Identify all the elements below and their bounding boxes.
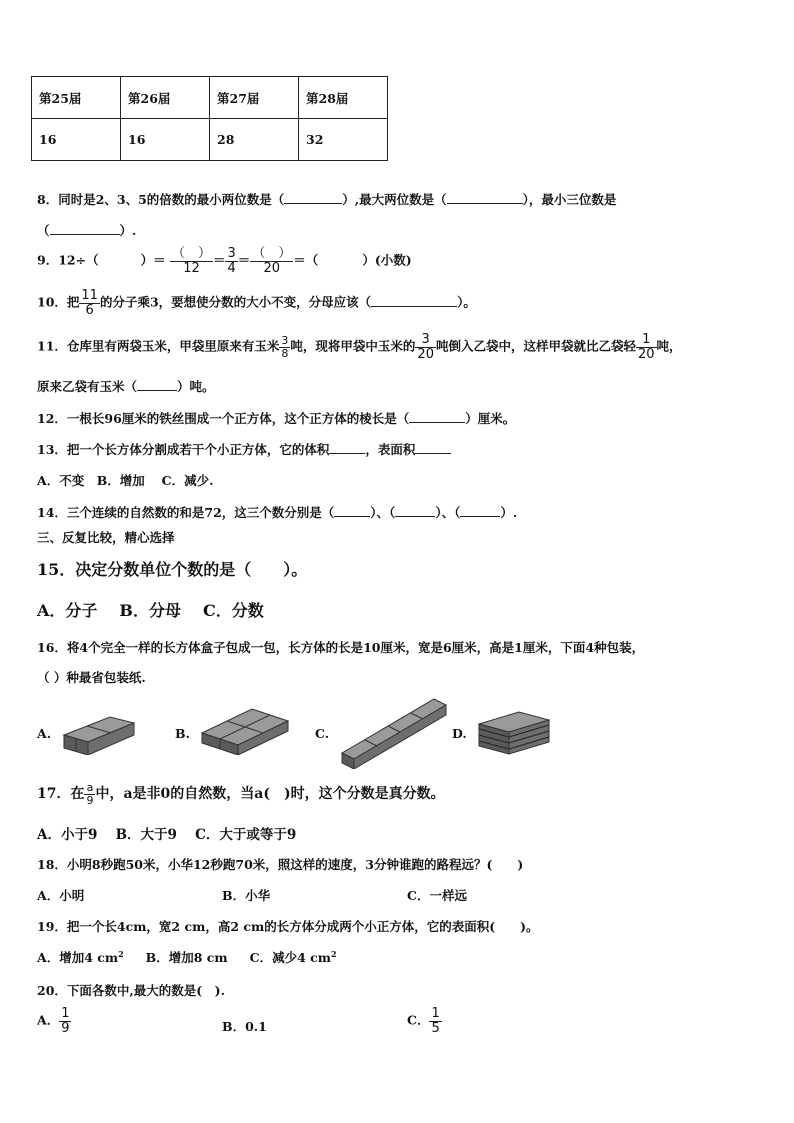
q12-text-a: 12．一根长96厘米的铁丝围成一个正方体，这个正方体的棱长是（ xyxy=(37,411,410,426)
q14-text-b: ）. xyxy=(500,505,518,520)
equals-sign: ＝ xyxy=(212,252,226,268)
q8-text-d: （ xyxy=(37,223,50,238)
question-17 xyxy=(37,782,445,806)
fraction xyxy=(59,1007,71,1035)
option-c-label[interactable]: C. xyxy=(315,726,330,741)
q17-prefix: 17．在 xyxy=(37,786,85,803)
table-header-cell: 第27届 xyxy=(210,77,299,119)
option-c[interactable] xyxy=(250,950,337,965)
option-c[interactable]: C．分数 xyxy=(202,601,264,620)
fraction xyxy=(250,247,293,275)
option-c-text: C．减少4 cm xyxy=(249,950,331,965)
table-header-cell: 第28届 xyxy=(299,77,388,119)
answer-blank[interactable] xyxy=(447,191,523,204)
option-a[interactable]: A．分子 xyxy=(37,601,98,620)
option-b[interactable]: B．0.1 xyxy=(222,1019,267,1034)
q17-suffix: 中，a是非0的自然数，当a( )时，这个分数是真分数。 xyxy=(95,786,445,803)
table-cell: 32 xyxy=(299,119,388,161)
answer-blank[interactable] xyxy=(460,504,500,517)
fraction xyxy=(429,1007,441,1035)
numerator: （ ） xyxy=(171,246,211,261)
q9-eq3: ＝（ xyxy=(293,252,319,268)
q9-prefix: 9．12÷（ xyxy=(37,252,99,268)
answer-blank[interactable] xyxy=(137,378,177,391)
option-a-label[interactable]: A. xyxy=(37,726,52,741)
denominator: 20 xyxy=(417,346,434,362)
question-11-line-1 xyxy=(37,333,682,361)
q8-text-b: ）,最大两位数是（ xyxy=(342,192,447,207)
superscript: 2 xyxy=(118,948,124,959)
question-8-line-1 xyxy=(37,190,616,208)
q11-line2-b: ）吨。 xyxy=(177,379,215,394)
answer-blank[interactable] xyxy=(50,222,120,235)
fraction xyxy=(636,333,657,361)
question-19: 19．把一个长4cm，宽2 cm，高2 cm的长方体分成两个小正方体，它的表面积( )。 xyxy=(37,919,539,934)
option-b[interactable]: B．分母 xyxy=(119,601,181,620)
q14-text-a: 14．三个连续的自然数的和是72，这三个数分别是（ xyxy=(37,505,335,520)
fraction xyxy=(79,289,100,317)
answer-blank[interactable] xyxy=(329,441,365,454)
option-d-label[interactable]: D. xyxy=(452,726,467,741)
denominator: 20 xyxy=(263,260,281,276)
q11-part2: 吨，现将甲袋中玉米的 xyxy=(290,338,416,354)
equals-sign: ＝ xyxy=(237,252,251,268)
q12-text-b: ）厘米。 xyxy=(465,411,516,426)
question-10 xyxy=(37,289,476,317)
option-b-label[interactable]: B. xyxy=(175,726,190,741)
package-d-image xyxy=(477,708,553,756)
numerator: （ ） xyxy=(252,246,292,261)
section-heading: 三、反复比较，精心选择 xyxy=(37,530,175,545)
question-15: 15．决定分数单位个数的是（ ）。 xyxy=(37,560,308,579)
superscript: 2 xyxy=(330,948,337,959)
q10-suffix: ）。 xyxy=(457,294,476,310)
fraction xyxy=(415,333,436,361)
denominator: 12 xyxy=(183,260,200,276)
numerator: 1 xyxy=(431,1006,440,1021)
denominator: 9 xyxy=(61,1020,70,1036)
option-c-label: C． xyxy=(407,1012,430,1028)
answer-blank[interactable] xyxy=(409,410,465,423)
question-14 xyxy=(37,503,517,521)
option-a-label: A． xyxy=(37,1012,60,1028)
option-a[interactable]: A．小明 xyxy=(37,888,85,903)
numerator: 3 xyxy=(227,246,236,261)
q8-text-a: 8．同时是2、3、5的倍数的最小两位数是（ xyxy=(37,192,285,207)
option-c[interactable]: C．一样远 xyxy=(407,888,467,903)
answer-blank[interactable] xyxy=(395,504,435,517)
q10-middle: 的分子乘3，要想使分数的大小不变，分母应该（ xyxy=(99,294,372,310)
fraction xyxy=(225,247,237,275)
q13-text-b: ，表面积 xyxy=(365,442,416,457)
numerator: 11 xyxy=(81,288,98,303)
answer-blank[interactable] xyxy=(415,441,451,454)
numerator: 1 xyxy=(61,1006,70,1021)
table-cell: 16 xyxy=(32,119,121,161)
option-c[interactable] xyxy=(407,1007,442,1035)
package-b-image xyxy=(200,705,290,755)
table-header-row xyxy=(32,77,388,119)
denominator: 20 xyxy=(637,346,655,362)
question-12 xyxy=(37,409,515,427)
question-19-options xyxy=(37,948,337,966)
fraction xyxy=(279,335,290,359)
q11-part3: 吨倒入乙袋中，这样甲袋就比乙袋轻 xyxy=(435,338,636,354)
numerator: 3 xyxy=(281,334,289,348)
q14-sep2: ）、（ xyxy=(435,505,461,520)
q11-line2-a: 原来乙袋有玉米（ xyxy=(37,379,138,394)
table-cell: 28 xyxy=(210,119,299,161)
question-20: 20．下面各数中,最大的数是( ). xyxy=(37,983,225,998)
denominator: 4 xyxy=(227,260,236,276)
q9-suffix: ）(小数) xyxy=(362,252,412,268)
question-13-options: A．不变 B．增加 C．减少. xyxy=(37,473,214,488)
question-18: 18．小明8秒跑50米，小华12秒跑70米，照这样的速度，3分钟谁跑的路程远？( ) xyxy=(37,857,524,872)
table-row xyxy=(32,119,388,161)
question-8-line-2 xyxy=(37,221,136,239)
question-9 xyxy=(37,247,412,275)
fraction xyxy=(84,782,95,806)
package-a-image xyxy=(62,705,136,755)
question-16-line-2: （ ）种最省包装纸. xyxy=(37,670,146,685)
answer-blank[interactable] xyxy=(284,191,342,204)
answer-blank[interactable] xyxy=(334,504,370,517)
q9-close-eq: ）＝ xyxy=(140,252,166,268)
question-16-line-1: 16．将4个完全一样的长方体盒子包成一包，长方体的长是10厘米，宽是6厘米，高是1厘米，下面4种包装， xyxy=(37,640,645,655)
fraction xyxy=(170,247,213,275)
option-a-text: A．增加4 cm xyxy=(37,950,119,965)
question-13 xyxy=(37,440,451,458)
score-table xyxy=(31,76,388,161)
q10-prefix: 10．把 xyxy=(37,294,80,310)
q8-text-c: ），最小三位数是 xyxy=(522,192,617,207)
question-11-line-2 xyxy=(37,377,215,395)
denominator: 9 xyxy=(86,793,94,807)
option-a[interactable] xyxy=(37,950,124,965)
answer-blank[interactable] xyxy=(371,294,457,307)
table-cell: 16 xyxy=(121,119,210,161)
denominator: 5 xyxy=(431,1020,440,1036)
option-b[interactable]: B．小华 xyxy=(222,888,271,903)
q11-part4: 吨， xyxy=(656,338,682,354)
numerator: a xyxy=(84,782,95,795)
option-b[interactable]: B．增加8 cm xyxy=(145,950,228,965)
option-a[interactable] xyxy=(37,1007,71,1035)
q11-part1: 11．仓库里有两袋玉米，甲袋里原来有玉米 xyxy=(37,338,280,354)
table-header-cell: 第25届 xyxy=(32,77,121,119)
q13-text-a: 13．把一个长方体分割成若干个小正方体，它的体积 xyxy=(37,442,330,457)
denominator: 6 xyxy=(85,302,94,318)
numerator: 1 xyxy=(636,333,657,348)
q8-text-e: ）. xyxy=(119,223,137,238)
table-header-cell: 第26届 xyxy=(121,77,210,119)
question-15-options xyxy=(37,598,264,621)
q14-sep1: ）、（ xyxy=(370,505,396,520)
numerator: 3 xyxy=(415,333,436,348)
denominator: 8 xyxy=(281,346,289,360)
question-17-options: A．小于9 B．大于9 C．大于或等于9 xyxy=(37,827,297,843)
package-c-image xyxy=(340,697,450,769)
